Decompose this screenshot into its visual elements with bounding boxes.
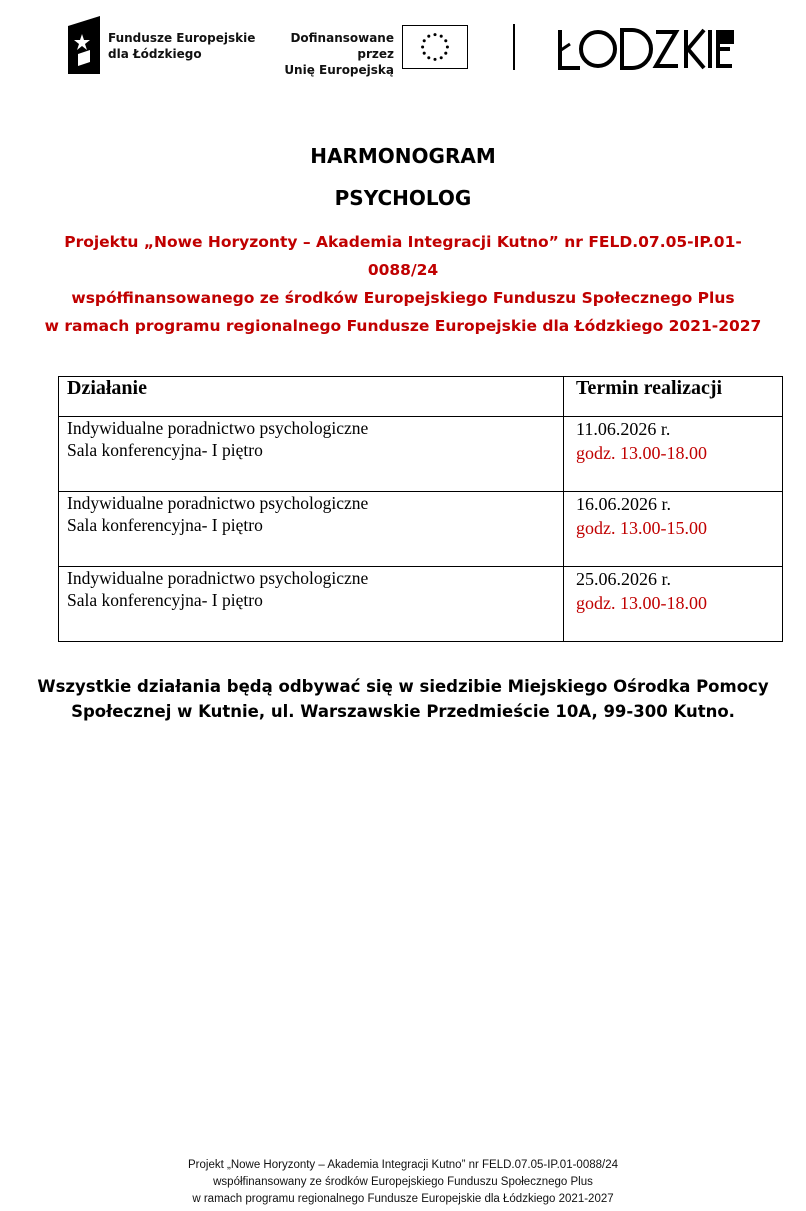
note-line1: Wszystkie działania będą odbywać się w siedzibie Miejskiego Ośrodka Pomocy [37, 677, 769, 696]
project-line4: w ramach programu regionalnego Fundusze Europejskie dla Łódzkiego 2021-2027 [44, 317, 762, 335]
col-activity-header: Działanie [59, 377, 564, 417]
location-note [20, 674, 786, 724]
schedule-table [58, 376, 783, 642]
activity-location: Sala konferencyjna- I piętro [67, 515, 263, 535]
term-time: godz. 13.00-15.00 [576, 518, 707, 538]
term-cell [564, 567, 783, 642]
logo-header [0, 0, 806, 100]
table-row [59, 492, 783, 567]
project-line1: Projektu „Nowe Horyzonty – Akademia Integracji Kutno” nr FELD.07.05-IP.01- [64, 233, 742, 251]
cofinanced-text [258, 30, 394, 78]
fe-logo-line2: dla Łódzkiego [108, 47, 202, 61]
footer-line3: w ramach programu regionalnego Fundusze Europejskie dla Łódzkiego 2021-2027 [192, 1193, 614, 1205]
cofinanced-line1: Dofinansowane przez [290, 31, 394, 61]
activity-location: Sala konferencyjna- I piętro [67, 590, 263, 610]
activity-location: Sala konferencyjna- I piętro [67, 440, 263, 460]
fundusze-europejskie-logo-icon [68, 16, 100, 74]
fe-logo-line1: Fundusze Europejskie [108, 31, 256, 45]
table-row [59, 567, 783, 642]
term-time: godz. 13.00-18.00 [576, 593, 707, 613]
project-description [20, 228, 786, 340]
term-date: 25.06.2026 r. [576, 569, 672, 589]
activity-cell [59, 567, 564, 642]
document-subtitle: PSYCHOLOG [334, 186, 472, 210]
activity-name: Indywidualne poradnictwo psychologiczne [67, 418, 369, 438]
project-line3: współfinansowanego ze środków Europejskiego Funduszu Społecznego Plus [71, 289, 735, 307]
note-line2: Społecznej w Kutnie, ul. Warszawskie Przedmieście 10A, 99-300 Kutno. [71, 702, 735, 721]
footer-line2: współfinansowany ze środków Europejskiego Funduszu Społecznego Plus [213, 1176, 593, 1188]
col-term-header: Termin realizacji [564, 377, 783, 417]
term-cell [564, 417, 783, 492]
fe-logo-text [108, 30, 255, 62]
project-line2: 0088/24 [367, 261, 439, 279]
eu-flag-icon [402, 25, 468, 69]
activity-cell [59, 417, 564, 492]
footer-line1: Projekt „Nowe Horyzonty – Akademia Integracji Kutno” nr FELD.07.05-IP.01-0088/24 [188, 1159, 618, 1171]
lodzkie-region-logo-icon [558, 28, 734, 70]
term-time: godz. 13.00-18.00 [576, 443, 707, 463]
term-date: 11.06.2026 r. [576, 419, 671, 439]
activity-name: Indywidualne poradnictwo psychologiczne [67, 568, 369, 588]
activity-cell [59, 492, 564, 567]
cofinanced-line2: Unię Europejską [284, 63, 394, 77]
table-row [59, 417, 783, 492]
term-cell [564, 492, 783, 567]
document-title: HARMONOGRAM [310, 144, 496, 168]
page-footer [0, 1157, 806, 1208]
term-date: 16.06.2026 r. [576, 494, 672, 514]
logo-separator [513, 24, 515, 70]
table-header-row [59, 377, 783, 417]
activity-name: Indywidualne poradnictwo psychologiczne [67, 493, 369, 513]
